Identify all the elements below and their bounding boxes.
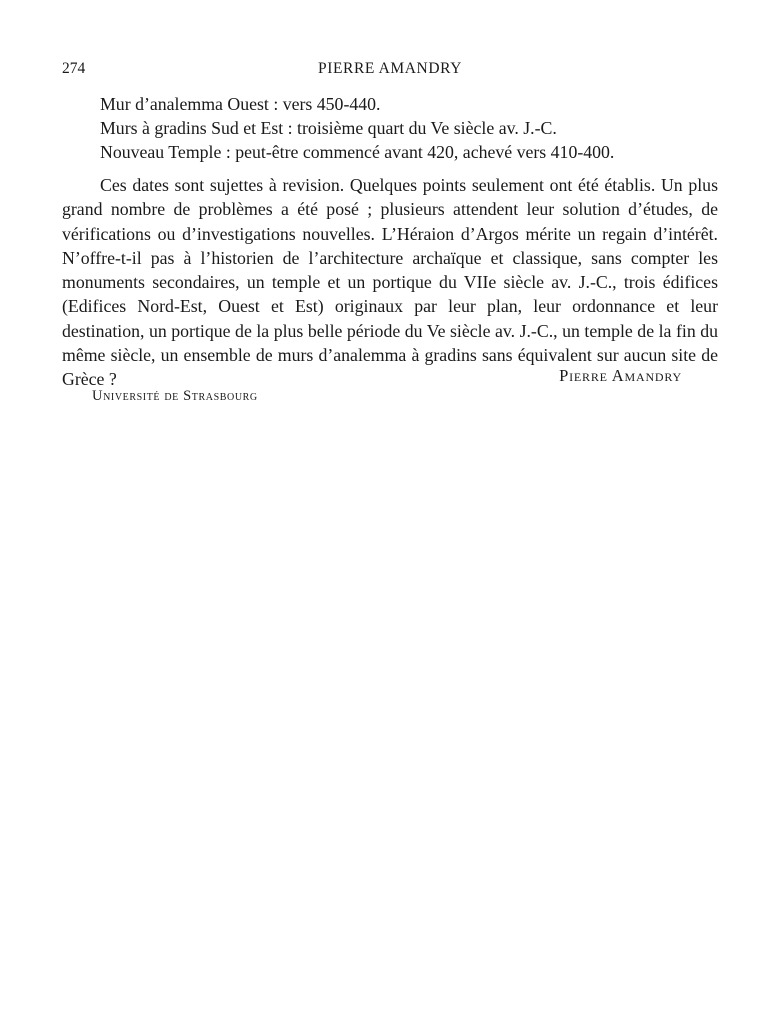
chronology-line: Nouveau Temple : peut-être commencé avant 420, achevé vers 410-400. — [100, 142, 615, 162]
chronology-line: Murs à gradins Sud et Est : troisième quart du Ve siècle av. J.-C. — [100, 118, 557, 138]
page-number: 274 — [62, 60, 86, 77]
chronology-line: Mur d’analemma Ouest : vers 450-440. — [100, 94, 381, 114]
chronology-list — [100, 92, 700, 164]
author-signature: Pierre Amandry — [559, 366, 682, 385]
body-paragraph: Ces dates sont sujettes à revision. Quelques points seulement ont été établis. Un plus grand nombre de problèmes a été posé ; plusieurs attendent leur solution d’études, de vérifications ou d’investigations nouvelles. L’Héraion d’Argos mérite un regain d’intérêt. N’offre-t-il pas à l’historien de l’architecture archaïque et classique, sans compter les monuments secondaires, un temple et un portique du VIIe siècle av. J.-C., trois édifices (Edifices Nord-Est, Ouest et Est) originaux par leur plan, leur ordonnance et leur destination, un portique de la plus belle période du Ve siècle av. J.-C., un temple de la fin du même siècle, un ensemble de murs d’analemma à gradins sans équivalent sur aucun site de Grèce ? — [62, 175, 718, 390]
running-head: PIERRE AMANDRY — [317, 60, 463, 77]
page-header — [62, 60, 718, 82]
author-affiliation: Université de Strasbourg — [92, 388, 258, 404]
